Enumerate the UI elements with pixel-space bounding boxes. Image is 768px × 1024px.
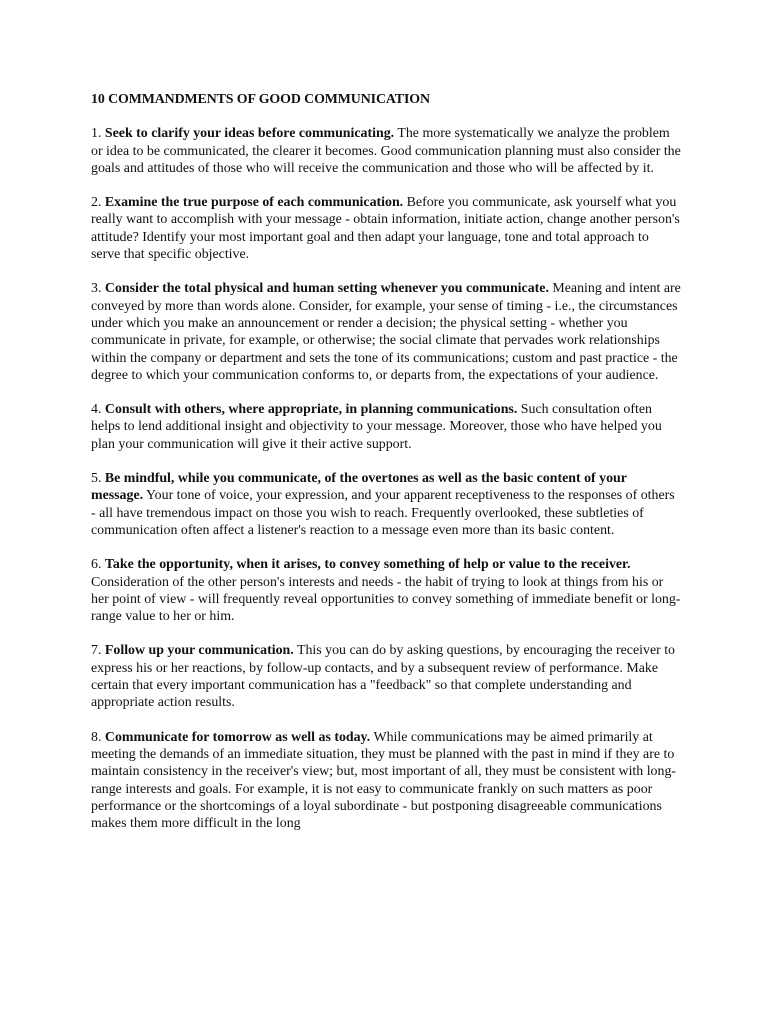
item-number: 6. xyxy=(91,557,102,573)
commandment-1 xyxy=(91,125,681,177)
commandment-8 xyxy=(91,729,681,833)
commandment-7 xyxy=(91,642,681,711)
item-heading: Examine the true purpose of each communication. xyxy=(104,195,404,211)
item-heading: Seek to clarify your ideas before communicating. xyxy=(104,126,395,142)
item-heading: Communicate for tomorrow as well as today. xyxy=(104,729,371,745)
document-title: 10 COMMANDMENTS OF GOOD COMMUNICATION xyxy=(91,92,430,107)
commandment-4 xyxy=(91,401,681,453)
item-body: Meaning and intent are conveyed by more than words alone. Consider, for example, your sense of timing - i.e., the circumstances under which you make an announcement or render a decision; the physical setting - whether you communicate in private, for example, or otherwise; the social climate that pervades work relationships within the company or department and sets the tone of its communications; custom and past practice - the degree to which your communication conforms to, or departs from, the expectations of your audience. xyxy=(91,281,681,383)
item-body: Such consultation often helps to lend additional insight and objectivity to your message. Moreover, those who have helped you plan your communication will give it their active support. xyxy=(91,402,662,452)
item-number: 1. xyxy=(91,126,102,142)
document-page xyxy=(91,91,681,849)
item-number: 3. xyxy=(91,281,102,297)
item-body: Before you communicate, ask yourself what you really want to accomplish with your message - obtain information, initiate action, change another person's attitude? Identify your most important goal and then adapt your language, tone and total approach to serve that specific objective. xyxy=(91,195,680,263)
item-number: 2. xyxy=(91,195,102,211)
commandment-5 xyxy=(91,470,681,539)
item-number: 8. xyxy=(91,729,102,745)
item-heading: Be mindful, while you communicate, of the overtones as well as the basic content of your message. xyxy=(91,471,627,504)
item-body: This you can do by asking questions, by encouraging the receiver to express his or her reactions, by follow-up contacts, and by a subsequent review of performance. Make certain that every important communication has a "feedback" so that complete understanding and appropriate action results. xyxy=(91,643,676,711)
item-body: Consideration of the other person's interests and needs - the habit of trying to look at things from his or her point of view - will frequently reveal opportunities to convey something of immediate benefit or long-range value to her or him. xyxy=(91,574,681,625)
item-number: 7. xyxy=(91,643,102,659)
item-body: While communications may be aimed primarily at meeting the demands of an immediate situation, they must be planned with the past in mind if they are to maintain consistency in the receiver's view; but, most important of all, they must be consistent with long-range interests and goals. For example, it is not easy to communicate frankly on such matters as poor performance or the shortcomings of a loyal subordinate - but postponing disagreeable communications makes them more difficult in the long xyxy=(91,729,677,832)
item-heading: Take the opportunity, when it arises, to convey something of help or value to the receiver. xyxy=(104,557,631,573)
item-body: Your tone of voice, your expression, and your apparent receptiveness to the responses of others - all have tremendous impact on those you wish to reach. Frequently overlooked, these subtleties of communication often affect a listener's reaction to a message even more than its basic content. xyxy=(91,488,675,538)
item-heading: Consult with others, where appropriate, in planning communications. xyxy=(104,402,518,418)
commandment-6 xyxy=(91,556,681,625)
commandment-2 xyxy=(91,194,681,263)
item-heading: Follow up your communication. xyxy=(104,643,294,659)
item-body: The more systematically we analyze the problem or idea to be communicated, the clearer it becomes. Good communication planning must also consider the goals and attitudes of those who will receive the communication and those who will be affected by it. xyxy=(91,126,681,176)
commandment-3 xyxy=(91,280,681,384)
item-heading: Consider the total physical and human setting whenever you communicate. xyxy=(104,281,549,297)
item-number: 5. xyxy=(91,471,102,487)
item-number: 4. xyxy=(91,402,102,418)
